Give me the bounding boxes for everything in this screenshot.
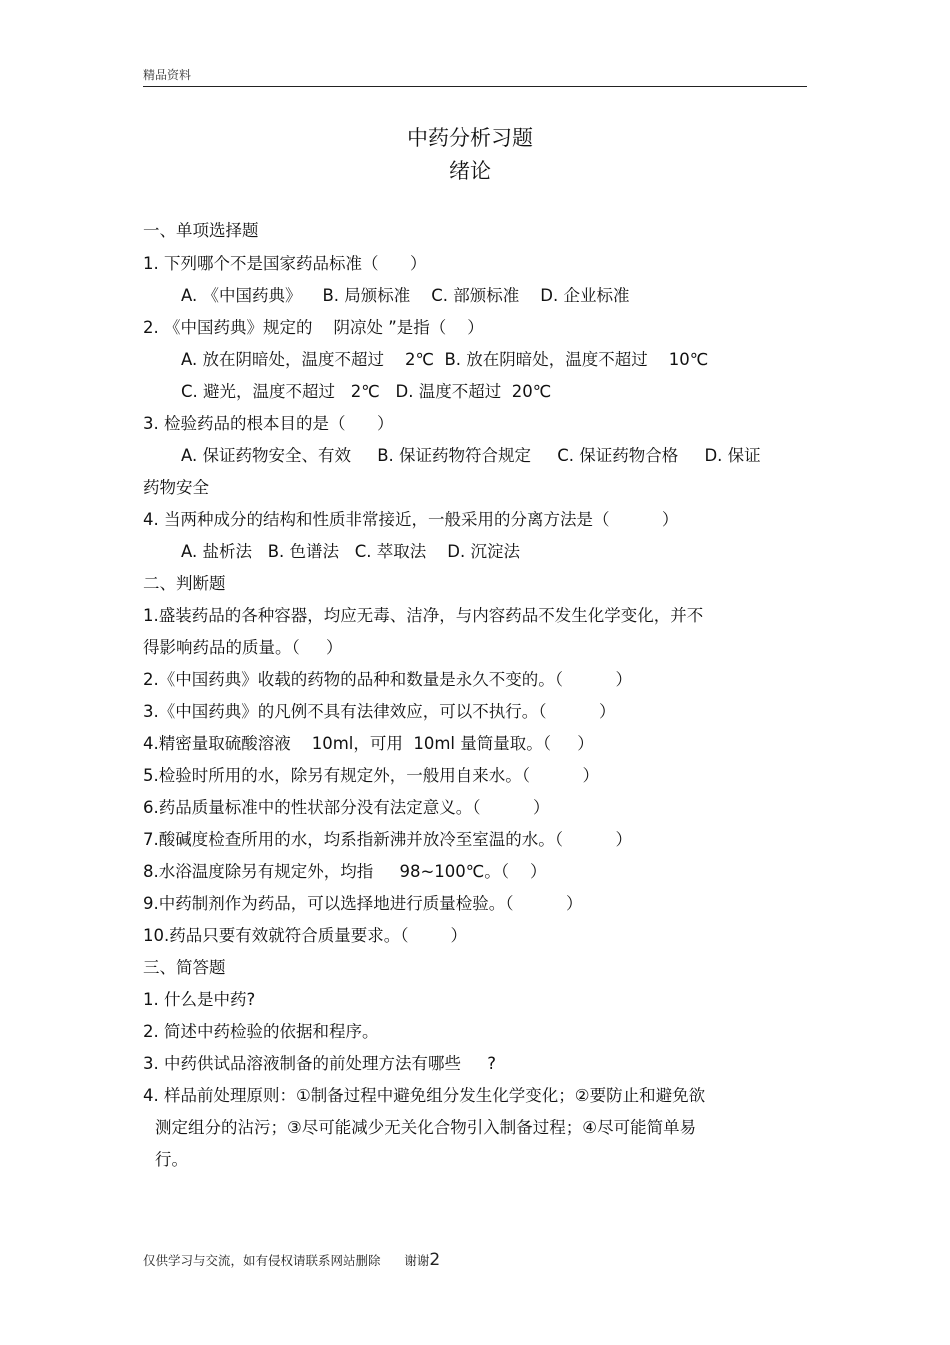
- judge-9: 9.中药制剂作为药品，可以选择地进行质量检验。（ ）: [143, 894, 583, 913]
- question-2-options-line-2: C. 避光，温度不超过 2℃ D. 温度不超过 20℃: [181, 382, 552, 401]
- judge-7: 7.酸碱度检查所用的水，均系指新沸并放冷至室温的水。（ ）: [143, 830, 632, 849]
- question-1: 1. 下列哪个不是国家药品标准（ ）: [143, 254, 427, 273]
- judge-4: 4.精密量取硫酸溶液 10ml，可用 10ml 量筒量取。（ ）: [143, 734, 594, 753]
- question-1-options: A. 《中国药典》 B. 局颁标准 C. 部颁标准 D. 企业标准: [181, 286, 630, 305]
- short-answer-4-line-2: 测定组分的沾污；③尽可能减少无关化合物引入制备过程；④尽可能简单易: [155, 1118, 697, 1137]
- footer: [143, 1250, 440, 1270]
- judge-2: 2.《中国药典》收载的药物的品种和数量是永久不变的。（ ）: [143, 670, 632, 689]
- short-answer-1: 1. 什么是中药?: [143, 990, 256, 1009]
- page-subtitle: 绪论: [449, 159, 491, 183]
- judge-5: 5.检验时所用的水，除另有规定外，一般用自来水。（ ）: [143, 766, 599, 785]
- question-4-options: A. 盐析法 B. 色谱法 C. 萃取法 D. 沉淀法: [181, 542, 520, 561]
- section-heading-choice: 一、单项选择题: [143, 221, 259, 240]
- short-answer-3: 3. 中药供试品溶液制备的前处理方法有哪些 ?: [143, 1054, 496, 1073]
- question-3-options-line-2: 药物安全: [143, 478, 209, 497]
- page-title: 中药分析习题: [407, 126, 533, 150]
- judge-6: 6.药品质量标准中的性状部分没有法定意义。（ ）: [143, 798, 550, 817]
- judge-1-line-2: 得影响药品的质量。（ ）: [143, 638, 343, 657]
- question-3-options-line-1: A. 保证药物安全、有效 B. 保证药物符合规定 C. 保证药物合格 D. 保证: [181, 446, 761, 465]
- question-4: 4. 当两种成分的结构和性质非常接近，一般采用的分离方法是（ ）: [143, 510, 679, 529]
- section-heading-judge: 二、判断题: [143, 574, 226, 593]
- short-answer-4-line-1: 4. 样品前处理原则：①制备过程中避免组分发生化学变化；②要防止和避免欲: [143, 1086, 706, 1105]
- footer-text: 仅供学习与交流，如有侵权请联系网站删除 谢谢: [143, 1253, 430, 1268]
- section-heading-short-answer: 三、简答题: [143, 958, 226, 977]
- question-3: 3. 检验药品的根本目的是（ ）: [143, 414, 394, 433]
- question-2-options-line-1: A. 放在阴暗处，温度不超过 2℃ B. 放在阴暗处，温度不超过 10℃: [181, 350, 709, 369]
- judge-10: 10.药品只要有效就符合质量要求。（ ）: [143, 926, 467, 945]
- judge-1-line-1: 1.盛装药品的各种容器，均应无毒、洁净，与内容药品不发生化学变化，并不: [143, 606, 704, 625]
- question-2: 2. 《中国药典》规定的 阴凉处 ”是指（ ）: [143, 318, 484, 337]
- short-answer-2: 2. 简述中药检验的依据和程序。: [143, 1022, 379, 1041]
- short-answer-4-line-3: 行。: [155, 1150, 188, 1169]
- header-label: 精品资料: [143, 68, 192, 82]
- judge-8: 8.水浴温度除另有规定外，均指 98~100℃。（ ）: [143, 862, 547, 881]
- header-rule: [143, 86, 807, 87]
- page-number: 2: [429, 1250, 441, 1270]
- judge-3: 3.《中国药典》的凡例不具有法律效应，可以不执行。（ ）: [143, 702, 616, 721]
